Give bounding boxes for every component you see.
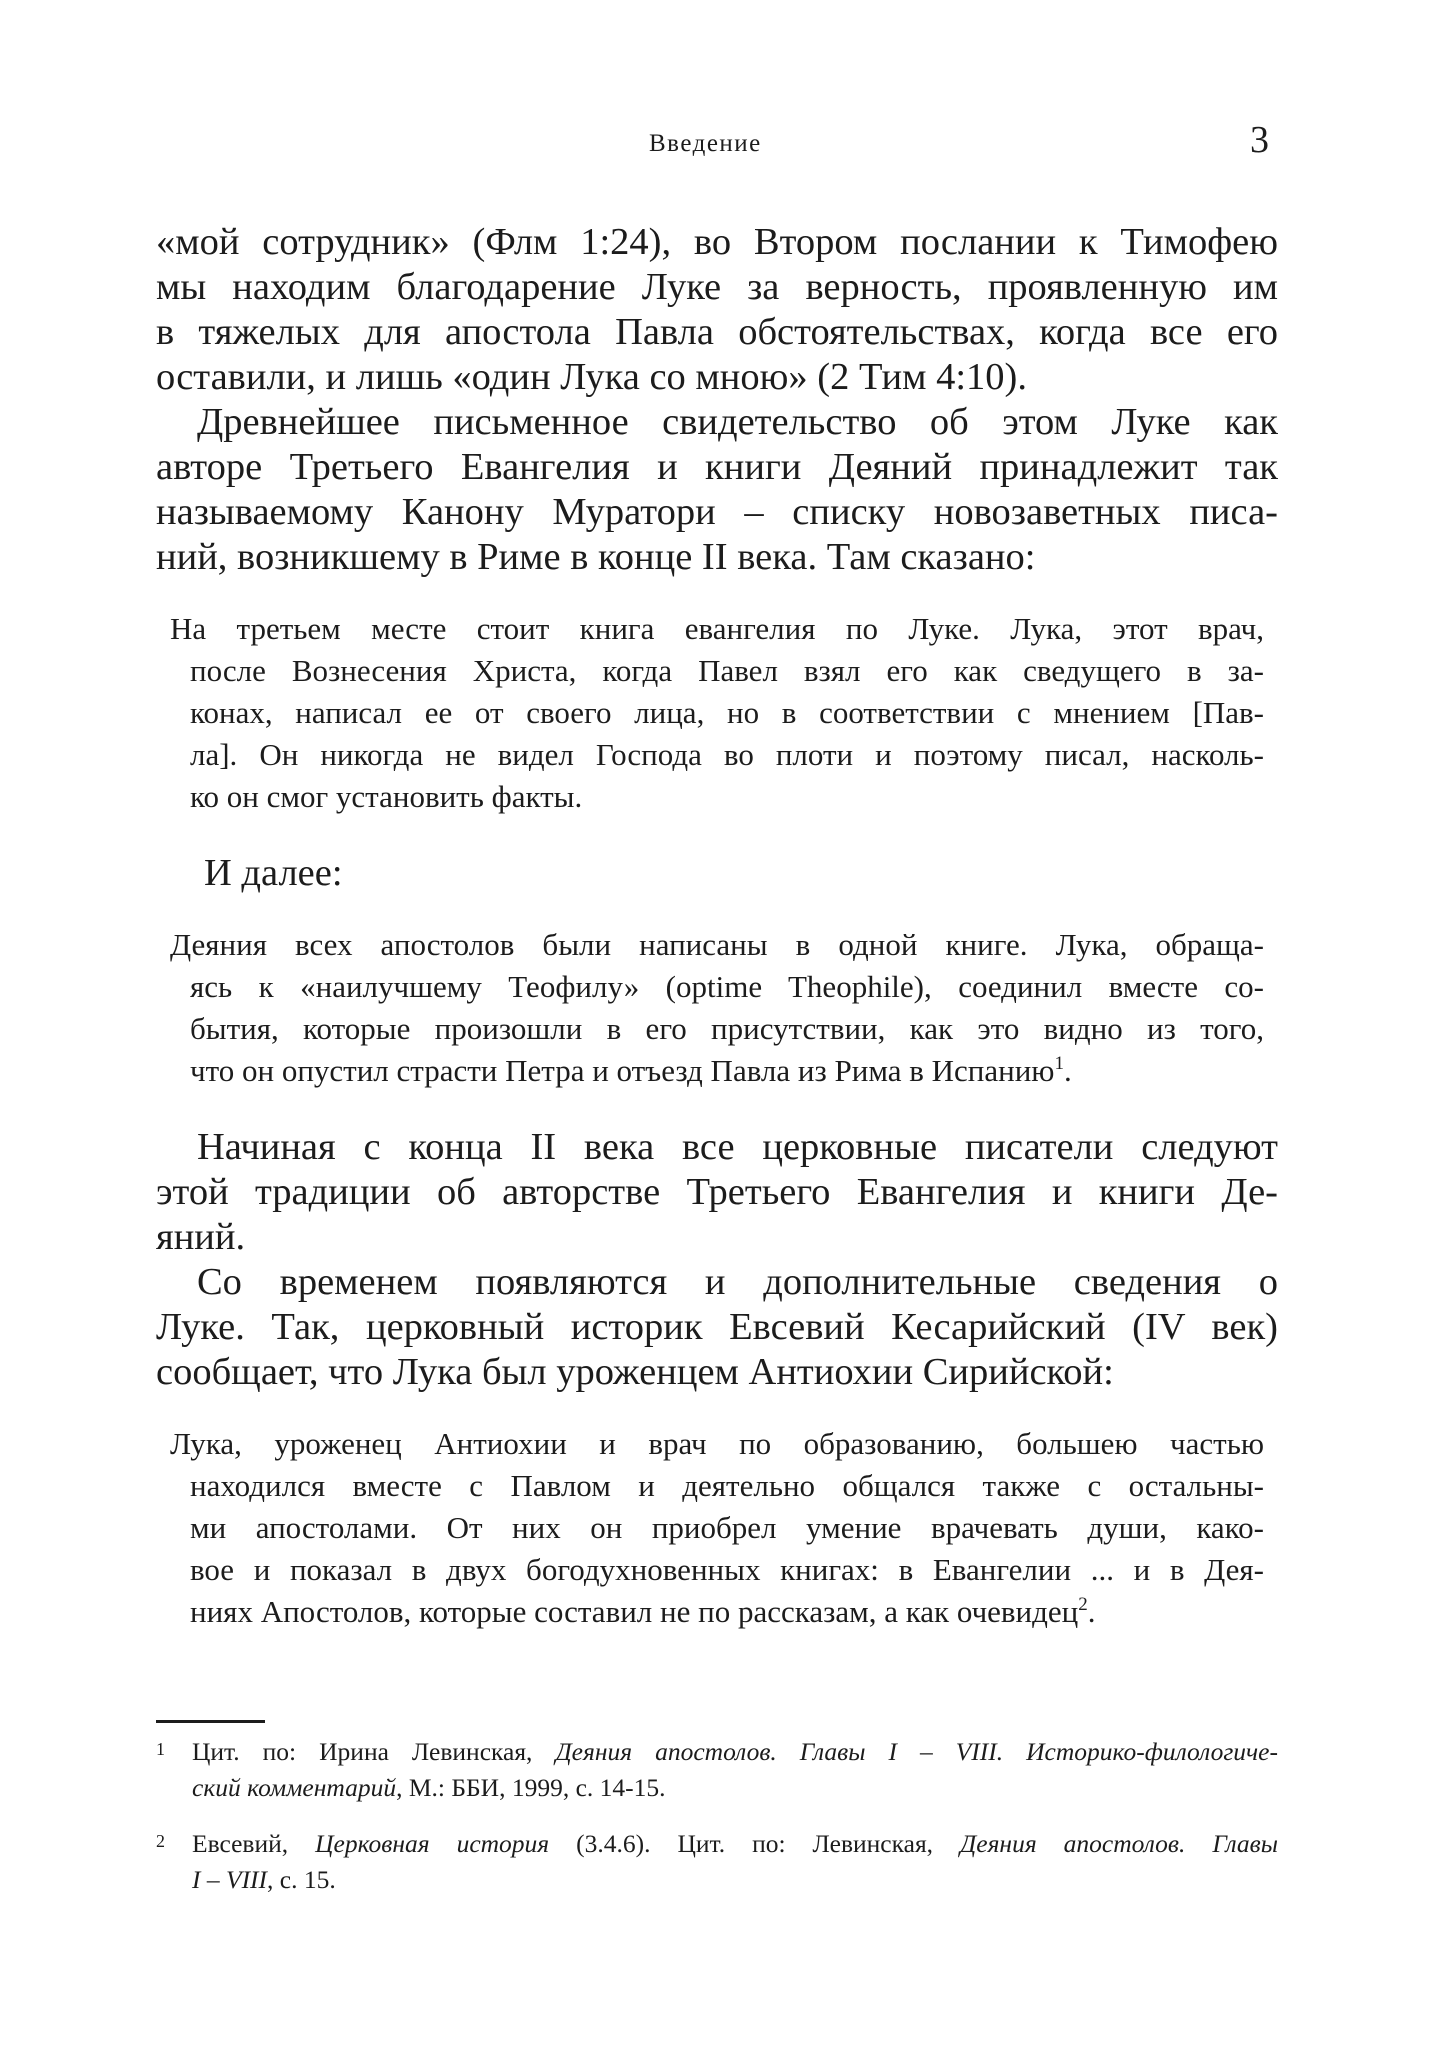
paragraph-1	[156, 220, 1278, 400]
running-title: Введение	[649, 130, 762, 157]
quote-line: ла]. Он никогда не видел Господа во плоти и поэтому писал, насколь-	[190, 737, 1264, 772]
page-number: 3	[1250, 119, 1269, 161]
text-line: называемому Канону Муратори – списку новозаветных писа-	[156, 491, 1278, 533]
paragraph-2	[156, 400, 1278, 580]
quote-line	[170, 1591, 1264, 1633]
text-line: яний.	[156, 1216, 246, 1258]
footnote-title: ский комментарий	[192, 1773, 397, 1802]
quote-line: конах, написал ее от своего лица, но в соответствии с мнением [Пав-	[190, 695, 1264, 730]
text-line: Начиная с конца II века все церковные писатели следуют	[197, 1126, 1278, 1168]
text-line: Луке. Так, церковный историк Евсевий Кесарийский (IV век)	[156, 1306, 1278, 1348]
footnote-line	[192, 1826, 1278, 1862]
paragraph-3	[156, 1125, 1278, 1260]
running-head	[0, 119, 1434, 166]
footnote-text: , М.: ББИ, 1999, с. 14-15.	[396, 1773, 666, 1802]
quote-line: ясь к «наилучшему Теофилу» (optime Theophile), соединил вместе со-	[190, 969, 1264, 1004]
quote-line-end: .	[1087, 1594, 1096, 1629]
text-line: мы находим благодарение Луке за верность, проявленную им	[156, 266, 1278, 308]
footnote-marker: 2	[156, 1831, 165, 1851]
block-quote-acts	[170, 924, 1264, 1092]
quote-line: Деяния всех апостолов были написаны в одной книге. Лука, обраща-	[170, 927, 1264, 962]
quote-line	[170, 1050, 1264, 1092]
footnote-1	[156, 1734, 1278, 1806]
text-line: оставили, и лишь «один Лука со мною» (2 Тим 4:10).	[156, 356, 1028, 398]
footnote-line	[192, 1770, 1278, 1806]
text-line: ний, возникшему в Риме в конце II века. Там сказано:	[156, 536, 1036, 578]
quote-line: находился вместе с Павлом и деятельно общался также с остальны-	[190, 1468, 1264, 1503]
quote-line-end: .	[1063, 1053, 1072, 1088]
footnote-2	[156, 1826, 1278, 1898]
block-quote-eusebius	[170, 1423, 1264, 1633]
footnote-title: I – VIII	[192, 1865, 268, 1894]
footnote-title: Церковная история	[315, 1829, 550, 1858]
block-quote-muratorian	[170, 608, 1264, 818]
footnote-text: , с. 15.	[267, 1865, 336, 1894]
footnote-line	[192, 1862, 1278, 1898]
text-line: Со временем появляются и дополнительные сведения о	[197, 1261, 1278, 1303]
quote-line: бытия, которые произошли в его присутствии, как это видно из того,	[190, 1011, 1264, 1046]
footnote-reference[interactable]: 2	[1078, 1594, 1088, 1615]
footnote-separator	[156, 1720, 265, 1723]
footnote-marker: 1	[156, 1739, 165, 1759]
quote-line: ко он смог установить факты.	[190, 779, 583, 814]
and-further-text: И далее:	[204, 852, 343, 894]
text-line: «мой сотрудник» (Флм 1:24), во Втором послании к Тимофею	[156, 221, 1278, 263]
footnote-text: Евсевий,	[192, 1829, 316, 1858]
text-line: авторе Третьего Евангелия и книги Деяний принадлежит так	[156, 446, 1278, 488]
text-line: этой традиции об авторстве Третьего Евангелия и книги Де-	[156, 1171, 1278, 1213]
footnote-title: Деяния апостолов. Главы I – VIII. Историко-филологиче-	[555, 1737, 1278, 1766]
quote-line: после Вознесения Христа, когда Павел взял его как сведущего в за-	[190, 653, 1264, 688]
footnote-line	[192, 1734, 1278, 1770]
quote-line: вое и показал в двух богодухновенных книгах: в Евангелии ... и в Дея-	[190, 1552, 1264, 1587]
body-text	[156, 220, 1278, 1633]
text-line: в тяжелых для апостола Павла обстоятельствах, когда все его	[156, 311, 1278, 353]
footnote-text: (3.4.6). Цит. по: Левинская,	[549, 1829, 961, 1858]
footnote-title: Деяния апостолов. Главы	[960, 1829, 1279, 1858]
footnote-reference[interactable]: 1	[1054, 1053, 1064, 1074]
footnote-text: Цит. по: Ирина Левинская,	[192, 1737, 556, 1766]
quote-line-text: ниях Апостолов, которые составил не по рассказам, а как очевидец	[190, 1594, 1079, 1629]
footnotes	[156, 1734, 1278, 1898]
quote-line: ми апостолами. От них он приобрел умение врачевать души, како-	[190, 1510, 1264, 1545]
paragraph-4	[156, 1260, 1278, 1395]
quote-line: Лука, уроженец Антиохии и врач по образованию, большею частью	[170, 1426, 1264, 1461]
text-line: сообщает, что Лука был уроженцем Антиохии Сирийской:	[156, 1351, 1114, 1393]
text-line: Древнейшее письменное свидетельство об этом Луке как	[197, 401, 1278, 443]
quote-line-text: что он опустил страсти Петра и отъезд Павла из Рима в Испанию	[190, 1053, 1055, 1088]
quote-line: На третьем месте стоит книга евангелия по Луке. Лука, этот врач,	[170, 611, 1264, 646]
